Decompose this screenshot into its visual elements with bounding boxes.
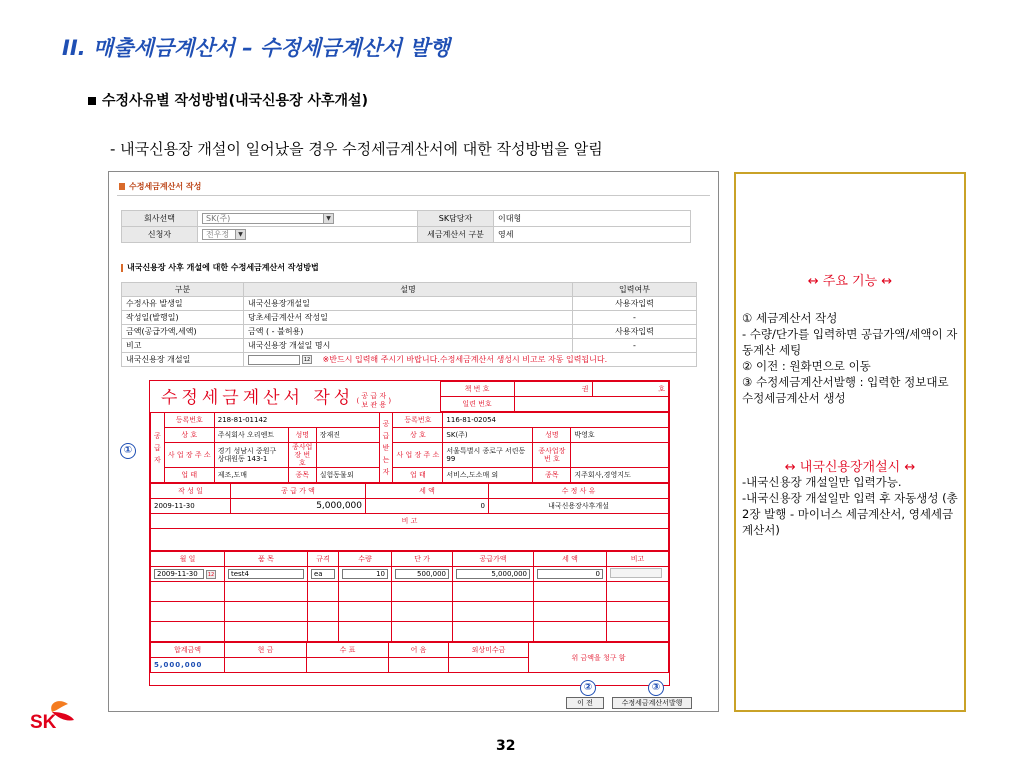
label-cell: 종사업장 번 호	[288, 443, 316, 468]
main-features-list	[742, 310, 960, 406]
item-date-cell	[151, 567, 225, 582]
item-tax-input[interactable]: 0	[537, 569, 603, 579]
chevron-down-icon: ▼	[235, 230, 245, 239]
invoice-title: 수정세금계산서 작성	[161, 388, 355, 408]
page-number: 32	[496, 738, 516, 754]
remark-row	[151, 514, 669, 529]
item-header: 단 가	[392, 552, 453, 567]
company-select-cell	[198, 211, 418, 227]
copy-type-bottom: 보 관 용	[361, 401, 387, 409]
section-title: 내국신용장 사후 개설에 대한 수정세금계산서 작성방법	[121, 262, 319, 273]
paren-open: (	[356, 397, 360, 405]
main-features-heading: ↔ 주요 기능 ↔	[807, 274, 893, 289]
table-row	[151, 582, 669, 602]
item-remark-cell	[607, 567, 669, 582]
table-row	[122, 311, 697, 325]
guide-cell: 수정사유 발생일	[122, 297, 244, 311]
slide-description: - 내국신용장 개설이 일어났을 경우 수정세금계산서에 대한 작성방법을 알림	[110, 140, 603, 158]
tax-amount: 0	[366, 499, 489, 514]
cash-value	[225, 658, 307, 673]
summary-header: 공 급 가 액	[231, 484, 366, 499]
applicant-select[interactable]	[202, 229, 246, 240]
empty-cell	[151, 622, 225, 642]
calendar-icon[interactable]: 12	[303, 357, 311, 363]
invoice-header-table	[150, 381, 669, 412]
revision-reason: 내국신용장사후개설	[489, 499, 669, 514]
book-no-label: 책 번 호	[440, 382, 514, 397]
lc-date-note: ※반드시 입력해 주시기 바랍니다.수정세금계산서 생성시 비고로 자동 입력됩니다.	[322, 355, 608, 364]
table-row	[151, 602, 669, 622]
total-header: 합계금액	[151, 643, 225, 658]
chevron-down-icon: ▼	[323, 214, 333, 223]
empty-cell	[392, 582, 453, 602]
table-row	[122, 325, 697, 339]
guide-table	[121, 282, 697, 367]
summary-header-row	[151, 484, 669, 499]
label-cell: 종사업장 번 호	[533, 443, 571, 468]
party-table	[150, 412, 669, 483]
sk-manager-label: SK담당자	[418, 211, 494, 227]
lc-date-label: 내국신용장 개설일	[122, 353, 244, 367]
marker-2: ②	[580, 680, 596, 696]
party-row	[151, 413, 669, 428]
table-row	[151, 567, 669, 582]
totals-table	[150, 642, 669, 673]
serial-no-label: 일련 번호	[440, 397, 514, 412]
empty-cell	[308, 602, 339, 622]
empty-cell	[453, 582, 534, 602]
empty-cell	[225, 602, 308, 622]
receiver-branch	[571, 443, 669, 468]
applicant-value: 전우정	[206, 230, 230, 239]
lc-date-input[interactable]	[248, 355, 300, 365]
supplier-company: 주식회사 오리엔트	[214, 428, 288, 443]
supplier-branch	[316, 443, 379, 468]
total-amount: 5,000,000	[151, 658, 225, 673]
empty-cell	[151, 602, 225, 622]
check-value	[307, 658, 389, 673]
guide-cell: 사용자입력	[573, 297, 697, 311]
issue-date: 2009-11-30	[151, 499, 231, 514]
gwon-label: 권	[514, 382, 592, 397]
guide-cell: 사용자입력	[573, 325, 697, 339]
label-cell: 상 호	[164, 428, 214, 443]
subtitle-text: 수정사유별 작성방법(내국신용장 사후개설)	[102, 93, 368, 109]
empty-cell	[151, 582, 225, 602]
applicant-label: 신청자	[122, 227, 198, 243]
supplier-reg-no: 218-81-01142	[214, 413, 379, 428]
claim-text: 위 금액을 청구 함	[529, 643, 669, 673]
item-name-cell	[225, 567, 308, 582]
guide-cell: 비고	[122, 339, 244, 353]
total-header: 수 표	[307, 643, 389, 658]
divider	[117, 195, 710, 196]
ho-label: 호	[592, 382, 669, 397]
invoice-type-value: 영세	[494, 227, 691, 243]
empty-cell	[339, 582, 392, 602]
empty-cell	[534, 602, 607, 622]
summary-header: 수 정 사 유	[489, 484, 669, 499]
item-supply-input[interactable]: 5,000,000	[456, 569, 530, 579]
summary-header: 작 성 일	[151, 484, 231, 499]
table-row	[122, 353, 697, 367]
applicant-cell	[198, 227, 418, 243]
items-header-row	[151, 552, 669, 567]
company-select-value: SK(주)	[206, 214, 231, 223]
item-header: 품 목	[225, 552, 308, 567]
slide-subtitle	[88, 90, 368, 110]
label-cell: 성명	[533, 428, 571, 443]
marker-3: ③	[648, 680, 664, 696]
company-select[interactable]	[202, 213, 334, 224]
empty-cell	[453, 602, 534, 622]
list-item: -내국신용장 개설일만 입력가능.	[742, 475, 902, 489]
tax-invoice-form	[149, 380, 670, 686]
empty-cell	[392, 602, 453, 622]
item-spec-cell	[308, 567, 339, 582]
list-item: ① 세금계산서 작성	[742, 311, 838, 325]
item-header: 비고	[607, 552, 669, 567]
sk-logo-text: SK	[30, 712, 57, 733]
empty-cell	[308, 582, 339, 602]
label-cell: 등록번호	[393, 413, 443, 428]
guide-cell: 금액 ( - 불허용)	[244, 325, 573, 339]
serial-no-value	[514, 397, 669, 412]
total-header: 현 금	[225, 643, 307, 658]
guide-cell: 내국신용장개설일	[244, 297, 573, 311]
receiver-name: 박영호	[571, 428, 669, 443]
summary-value-row	[151, 499, 669, 514]
empty-cell	[534, 622, 607, 642]
empty-cell	[453, 622, 534, 642]
total-header: 어 음	[389, 643, 449, 658]
receiver-side-label: 공급받는자	[379, 413, 393, 483]
lc-date-cell	[244, 353, 697, 367]
guide-cell: -	[573, 339, 697, 353]
receiver-company: SK(주)	[443, 428, 533, 443]
receiver-address: 서울특별시 종로구 서린동 99	[443, 443, 533, 468]
copy-type-top: 공 급 자	[361, 392, 387, 400]
empty-cell	[392, 622, 453, 642]
table-row	[122, 297, 697, 311]
summary-header: 세 액	[366, 484, 489, 499]
party-row	[151, 428, 669, 443]
bullet-square-icon	[88, 97, 96, 105]
guide-header-row	[122, 283, 697, 297]
note-value	[389, 658, 449, 673]
info-row	[122, 227, 691, 243]
label-cell: 등록번호	[164, 413, 214, 428]
empty-cell	[607, 582, 669, 602]
empty-cell	[534, 582, 607, 602]
party-row	[151, 443, 669, 468]
receiver-reg-no: 116-81-02054	[443, 413, 669, 428]
label-cell: 사 업 장 주 소	[164, 443, 214, 468]
feature-sidebar	[734, 172, 966, 712]
totals-header-row	[151, 643, 669, 658]
empty-cell	[225, 622, 308, 642]
copy-type	[361, 392, 386, 410]
item-spec-input[interactable]: ea	[311, 569, 335, 579]
guide-header: 입력여부	[573, 283, 697, 297]
supply-amount: 5,000,000	[231, 499, 366, 514]
items-table	[150, 551, 669, 642]
list-item: ② 이전 : 원화면으로 이동	[742, 359, 871, 373]
label-cell: 업 태	[393, 468, 443, 483]
supplier-side-label: 공급자	[151, 413, 165, 483]
label-cell: 업 태	[164, 468, 214, 483]
item-supply-cell	[453, 567, 534, 582]
remark-label: 비 고	[151, 514, 669, 529]
label-cell: 종목	[533, 468, 571, 483]
invoice-type-label: 세금계산서 구분	[418, 227, 494, 243]
item-name-input[interactable]: test4	[228, 569, 304, 579]
credit-value	[449, 658, 529, 673]
item-price-cell	[392, 567, 453, 582]
list-item: -내국신용장 개설일만 입력 후 자동생성 (총 2장 발행 - 마이너스 세금계산서, 영세세금계산서)	[742, 491, 958, 537]
list-item: ③ 수정세금계산서발행 : 입력한 정보대로 수정세금계산서 생성	[742, 375, 949, 405]
supplier-name: 장재진	[316, 428, 379, 443]
item-header: 수량	[339, 552, 392, 567]
label-cell: 종목	[288, 468, 316, 483]
supplier-item: 실험동물외	[316, 468, 379, 483]
empty-cell	[607, 602, 669, 622]
guide-cell: 작성일(발행일)	[122, 311, 244, 325]
supplier-business: 제조,도매	[214, 468, 288, 483]
item-qty-cell	[339, 567, 392, 582]
remark-value[interactable]	[151, 529, 669, 551]
table-row	[151, 622, 669, 642]
remark-value-row	[151, 529, 669, 551]
info-row	[122, 211, 691, 227]
item-header: 규격	[308, 552, 339, 567]
receiver-item: 지주회사,경영지도	[571, 468, 669, 483]
info-table	[121, 210, 691, 243]
paren-close: )	[388, 397, 392, 405]
invoice-title-row	[150, 382, 669, 397]
item-date-input[interactable]: 2009-11-30	[154, 569, 204, 579]
lc-list	[742, 474, 960, 538]
receiver-business: 서비스,도소매 외	[443, 468, 533, 483]
label-cell: 사 업 장 주 소	[393, 443, 443, 468]
item-price-input[interactable]: 500,000	[395, 569, 449, 579]
guide-cell: 당초세금계산서 작성일	[244, 311, 573, 325]
guide-header: 설명	[244, 283, 573, 297]
marker-1: ①	[120, 443, 136, 459]
guide-header: 구분	[122, 283, 244, 297]
calendar-icon[interactable]: 12	[207, 571, 215, 578]
empty-cell	[339, 602, 392, 622]
label-cell: 상 호	[393, 428, 443, 443]
issue-invoice-button[interactable]: 수정세금계산서발행	[612, 697, 692, 709]
supplier-address: 경기 성남시 중원구 상대원동 143-1	[214, 443, 288, 468]
slide-title: II. 매출세금계산서 – 수정세금계산서 발행	[62, 36, 450, 60]
prev-button[interactable]: 이 전	[566, 697, 604, 709]
empty-cell	[607, 622, 669, 642]
empty-cell	[339, 622, 392, 642]
guide-cell: -	[573, 311, 697, 325]
screen-title: 수정세금계산서 작성	[119, 181, 201, 192]
guide-cell: 내국신용장 개설일 명시	[244, 339, 573, 353]
item-header: 세 액	[534, 552, 607, 567]
company-select-label: 회사선택	[122, 211, 198, 227]
sk-logo	[30, 698, 80, 738]
list-item: - 수량/단가를 입력하면 공급가액/세액이 자동계산 세팅	[742, 327, 958, 357]
empty-cell	[225, 582, 308, 602]
item-header: 공급가액	[453, 552, 534, 567]
invoice-title-cell	[150, 382, 440, 412]
sk-manager-value: 이대형	[494, 211, 691, 227]
empty-cell	[308, 622, 339, 642]
item-qty-input[interactable]: 10	[342, 569, 388, 579]
lc-heading: ↔ 내국신용장개설시 ↔	[784, 460, 916, 475]
party-row	[151, 468, 669, 483]
label-cell: 성명	[288, 428, 316, 443]
summary-table	[150, 483, 669, 551]
total-header: 외상미수금	[449, 643, 529, 658]
item-header: 월 일	[151, 552, 225, 567]
table-row	[122, 339, 697, 353]
guide-cell: 금액(공급가액,세액)	[122, 325, 244, 339]
item-tax-cell	[534, 567, 607, 582]
item-remark-input[interactable]	[610, 568, 662, 578]
